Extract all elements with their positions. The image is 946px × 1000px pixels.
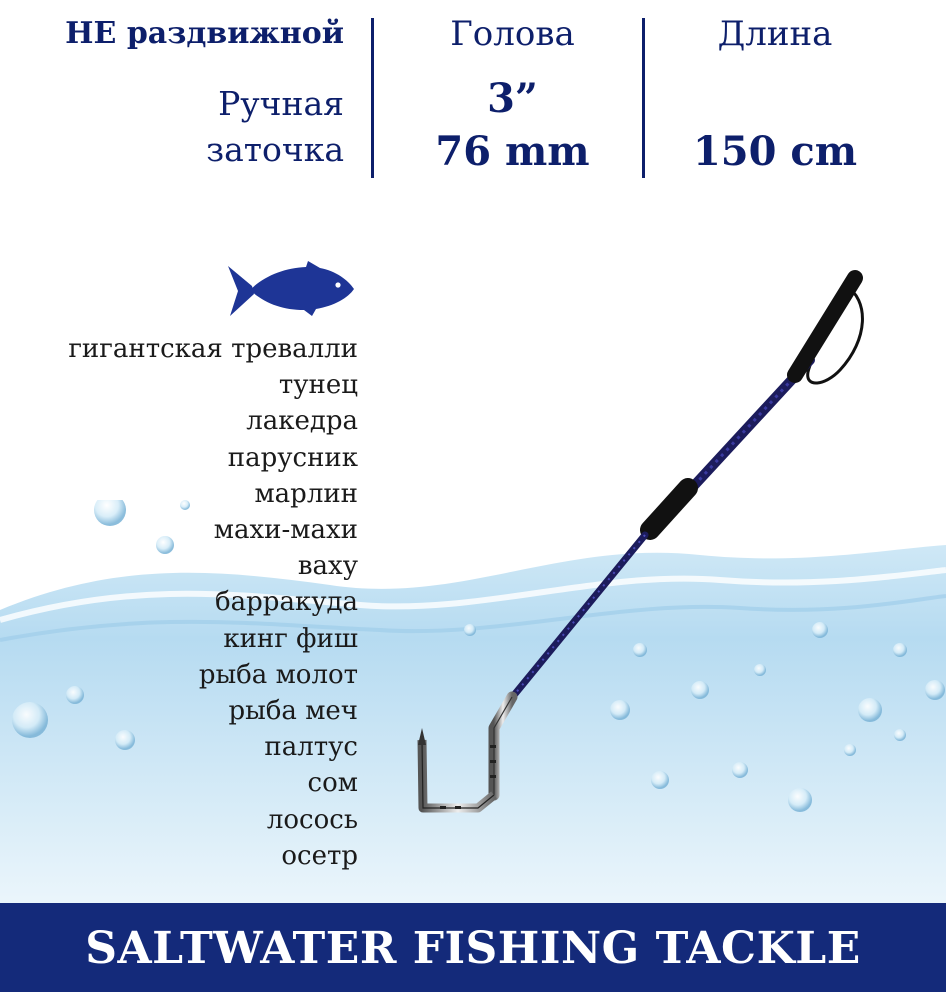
list-item: лосось [266,804,358,835]
list-item: марлин [254,478,358,509]
fish-icon [224,258,356,322]
target-fish-list [68,331,358,874]
head-label: Голова [450,14,575,54]
list-item: ваху [297,551,358,582]
banner-title: SALTWATER FISHING TACKLE [85,923,861,974]
divider [371,18,374,178]
brand-banner [0,903,946,992]
list-item: махи-махи [213,515,358,546]
list-item: рыба меч [228,696,358,727]
list-item: барракуда [215,587,358,618]
sharpening-line1: Ручная [218,84,344,123]
list-item: палтус [264,732,358,763]
non-telescopic-label: НЕ раздвижной [65,16,344,51]
list-item: парусник [227,442,358,473]
list-item: сом [307,768,358,799]
sharpening-line2: заточка [206,130,344,169]
head-size-inches: 3” [487,75,538,122]
list-item: кинг фиш [223,623,358,654]
length-label: Длина [717,14,833,54]
gaff-image [380,255,900,835]
list-item: гигантская тревалли [68,334,358,364]
list-item: рыба молот [198,659,358,690]
head-size-mm: 76 mm [435,128,590,175]
list-item: осетр [281,840,358,871]
list-item: лакедра [246,406,358,437]
divider [642,18,645,178]
length-value: 150 cm [692,128,858,175]
list-item: тунец [278,370,358,401]
